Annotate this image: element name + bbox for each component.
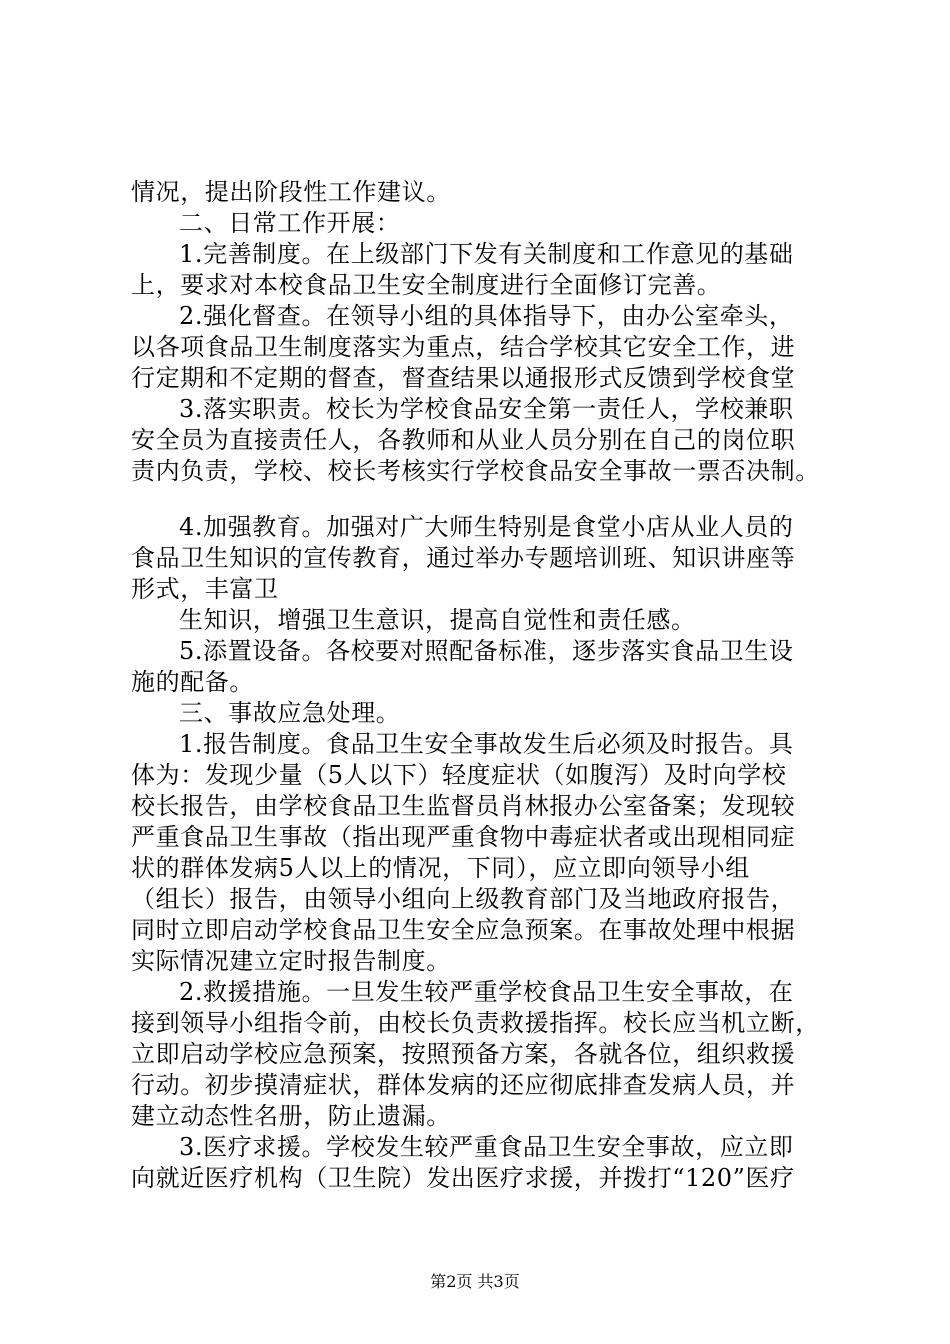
page-number-footer: 第2页 共3页 (430, 1272, 520, 1291)
text-line: 建立动态性名册，防止遗漏。 (131, 1102, 451, 1130)
text-line: 责内负责，学校、校长考核实行学校食品安全事故一票否决制。 (131, 457, 820, 485)
text-line: 实际情况建立定时报告制度。 (131, 947, 451, 975)
text-line: 严重食品卫生事故（指出现严重食物中毒症状者或出现相同症 (131, 823, 796, 851)
text-line: 向就近医疗机构（卫生院）发出医疗求援，并拨打“120”医疗 (131, 1164, 795, 1192)
text-line: 行定期和不定期的督查，督查结果以通报形式反馈到学校食堂 (131, 364, 796, 392)
text-line: 食品卫生知识的宣传教育，通过举办专题培训班、知识讲座等 (131, 544, 796, 572)
text-line: 行动。初步摸清症状，群体发病的还应彻底排查发病人员，并 (131, 1071, 796, 1099)
text-line: 接到领导小组指令前，由校长负责救援指挥。校长应当机立断， (131, 1009, 820, 1037)
text-line: 以各项食品卫生制度落实为重点，结合学校其它安全工作，进 (131, 333, 796, 361)
text-line: 上，要求对本校食品卫生安全制度进行全面修订完善。 (131, 271, 722, 299)
text-line: 1.报告制度。食品卫生安全事故发生后必须及时报告。具 (179, 730, 794, 758)
text-line: 情况，提出阶段性工作建议。 (131, 178, 451, 206)
text-line: （组长）报告，由领导小组向上级教育部门及当地政府报告， (131, 885, 796, 913)
text-line: 4.加强教育。加强对广大师生特别是食堂小店从业人员的 (179, 513, 794, 541)
section-heading: 二、日常工作开展： (179, 209, 401, 237)
text-line: 1.完善制度。在上级部门下发有关制度和工作意见的基础 (179, 240, 794, 268)
text-line: 状的群体发病5人以上的情况，下同），应立即向领导小组 (131, 854, 750, 882)
text-line: 立即启动学校应急预案，按照预备方案，各就各位，组织救援 (131, 1040, 796, 1068)
section-heading: 三、事故应急处理。 (179, 699, 401, 727)
text-line: 施的配备。 (131, 668, 254, 696)
text-line: 2.救援措施。一旦发生较严重学校食品卫生安全事故，在 (179, 978, 794, 1006)
text-line: 体为：发现少量（5人以下）轻度症状（如腹泻）及时向学校 (131, 761, 787, 789)
text-line: 形式，丰富卫 (131, 575, 279, 603)
text-line: 5.添置设备。各校要对照配备标准，逐步落实食品卫生设 (179, 637, 794, 665)
text-line: 3.落实职责。校长为学校食品安全第一责任人，学校兼职 (179, 395, 794, 423)
text-line: 生知识，增强卫生意识，提高自觉性和责任感。 (179, 606, 696, 634)
text-line: 校长报告，由学校食品卫生监督员肖林报办公室备案；发现较 (131, 792, 796, 820)
text-line: 2.强化督查。在领导小组的具体指导下，由办公室牵头， (179, 302, 794, 330)
text-line: 安全员为直接责任人，各教师和从业人员分别在自己的岗位职 (131, 426, 796, 454)
text-line: 3.医疗求援。学校发生较严重食品卫生安全事故，应立即 (179, 1133, 794, 1161)
text-line: 同时立即启动学校食品卫生安全应急预案。在事故处理中根据 (131, 916, 796, 944)
